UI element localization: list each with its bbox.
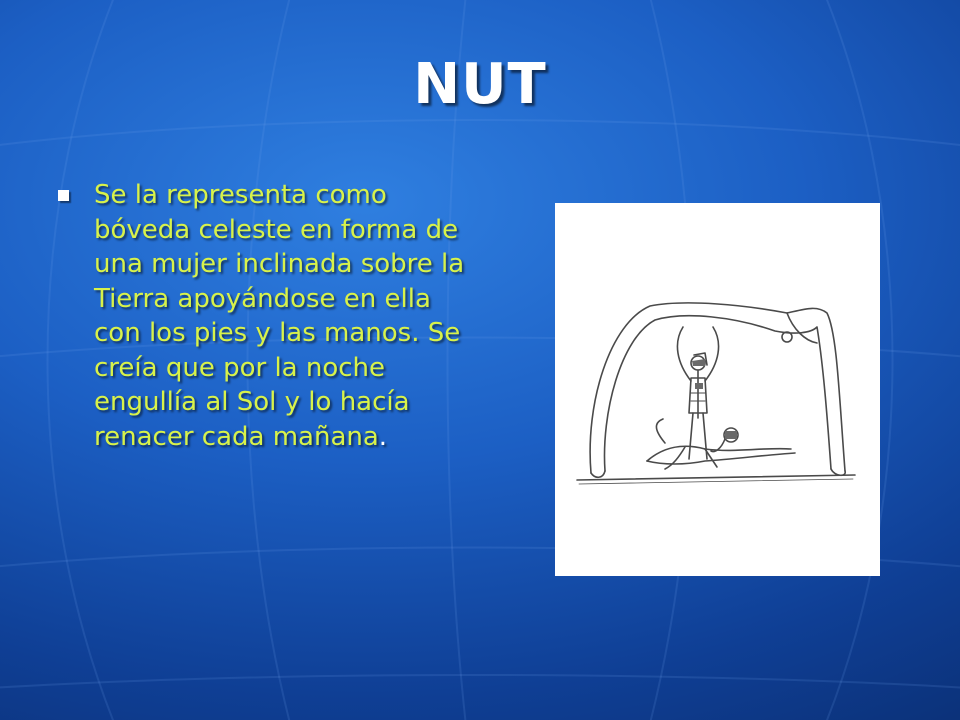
nut-sky-goddess-drawing-icon [555,203,880,576]
bullet-text [94,178,478,454]
bullet-body: Se la representa como bóveda celeste en forma de una mujer inclinada sobre la Tierra apoyándose en ella con los pies y las manos. Se creía que por la noche engullía al Sol y lo hacía renacer cada mañana [94,180,465,452]
bullet-item [58,178,478,454]
square-bullet-icon [58,190,69,201]
slide-title: NUT [413,52,547,117]
illustration-panel [555,203,880,576]
bullet-end-punctuation: . [378,421,388,452]
